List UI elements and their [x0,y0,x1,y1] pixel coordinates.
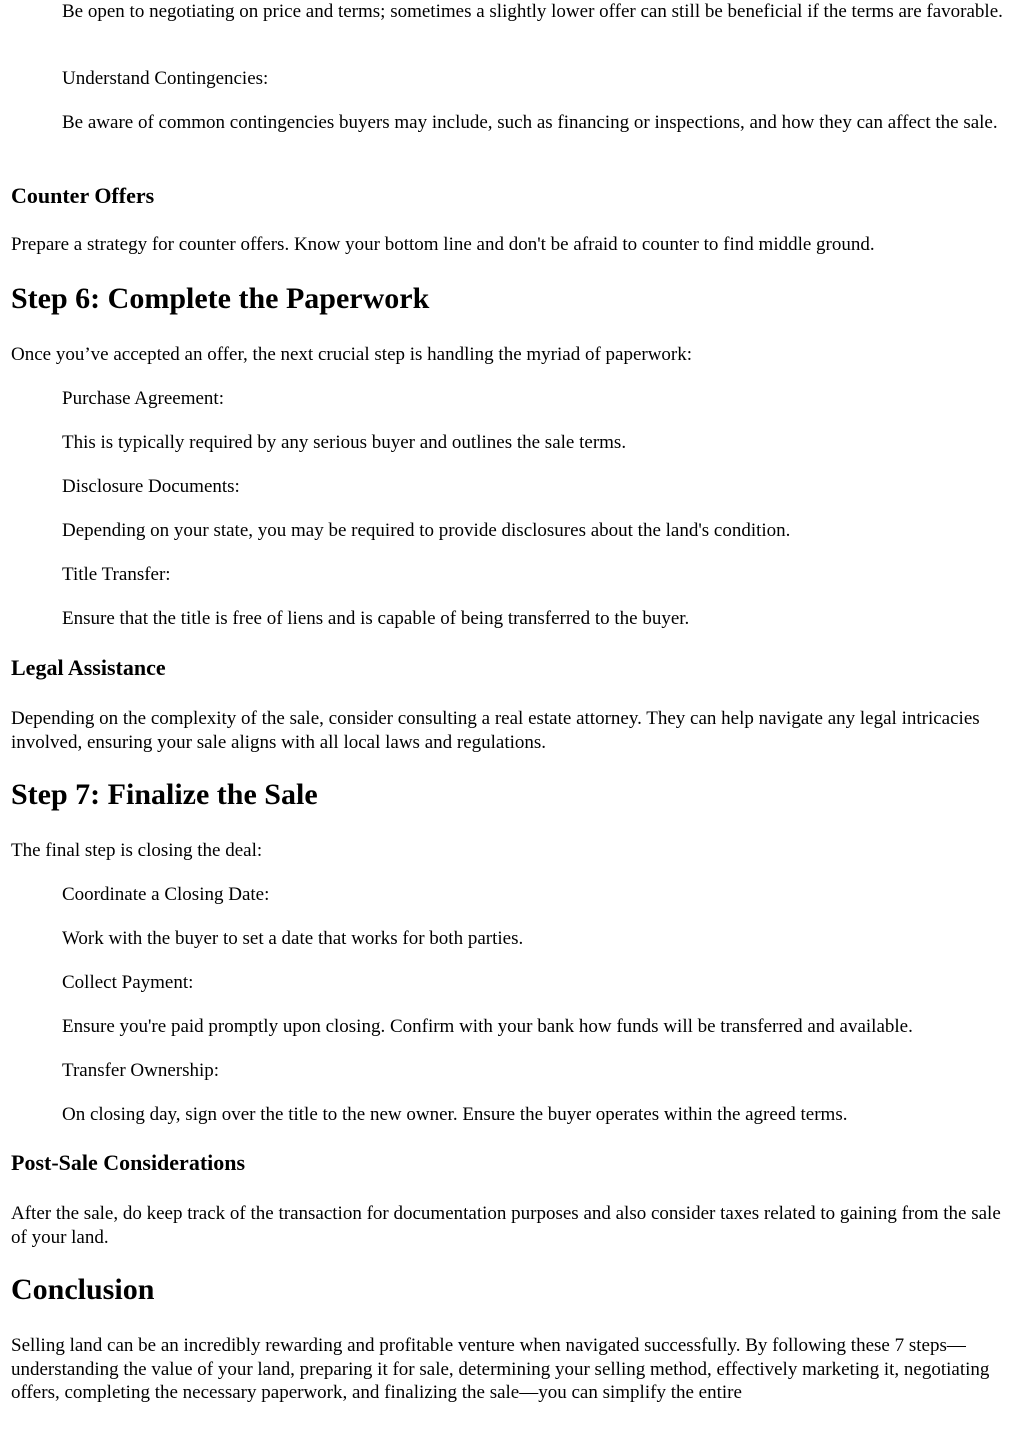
counter-offers-heading: Counter Offers [11,183,155,208]
purchase-agreement-label: Purchase Agreement: [62,388,224,409]
collect-payment-label: Collect Payment: [62,972,194,993]
closing-date-text: Work with the buyer to set a date that works for both parties. [62,928,524,949]
transfer-ownership-text: On closing day, sign over the title to the new owner. Ensure the buyer operates within the agreed terms. [62,1104,848,1125]
collect-payment-text: Ensure you're paid promptly upon closing. Confirm with your bank how funds will be transferred and available. [62,1016,913,1037]
closing-date-label: Coordinate a Closing Date: [62,884,270,905]
step7-intro: The final step is closing the deal: [11,840,263,861]
conclusion-text: Selling land can be an incredibly rewarding and profitable venture when navigated successfully. By following these 7 steps—understanding the value of your land, preparing it for sale, determining your selling method, effectively marketing it, negotiating offers, completing the necessary paperwork, and finalizing the sale—you can simplify the entire [11,1335,990,1403]
purchase-agreement-text: This is typically required by any serious buyer and outlines the sale terms. [62,432,627,453]
disclosure-text: Depending on your state, you may be required to provide disclosures about the land's condition. [62,520,791,541]
counter-offers-text: Prepare a strategy for counter offers. Know your bottom line and don't be afraid to counter to find middle ground. [11,234,875,255]
legal-assistance-text: Depending on the complexity of the sale, consider consulting a real estate attorney. They can help navigate any legal intricacies involved, ensuring your sale aligns with all local laws and regulations. [11,708,980,753]
transfer-ownership-label: Transfer Ownership: [62,1060,220,1081]
disclosure-label: Disclosure Documents: [62,476,240,497]
title-transfer-label: Title Transfer: [62,564,171,585]
legal-assistance-heading: Legal Assistance [11,655,166,680]
contingencies-text: Be aware of common contingencies buyers may include, such as financing or inspections, and how they can affect the sale. [62,112,998,133]
conclusion-heading: Conclusion [11,1273,155,1306]
title-transfer-text: Ensure that the title is free of liens and is capable of being transferred to the buyer. [62,608,690,629]
step6-intro: Once you’ve accepted an offer, the next crucial step is handling the myriad of paperwork: [11,344,693,365]
step6-heading: Step 6: Complete the Paperwork [11,282,430,315]
step7-heading: Step 7: Finalize the Sale [11,778,318,811]
post-sale-text: After the sale, do keep track of the transaction for documentation purposes and also consider taxes related to gaining from the sale of your land. [11,1203,1001,1248]
post-sale-heading: Post-Sale Considerations [11,1150,246,1175]
contingencies-label: Understand Contingencies: [62,68,269,89]
negotiate-terms-text: Be open to negotiating on price and terms; sometimes a slightly lower offer can still be beneficial if the terms are favorable. [62,1,1003,22]
